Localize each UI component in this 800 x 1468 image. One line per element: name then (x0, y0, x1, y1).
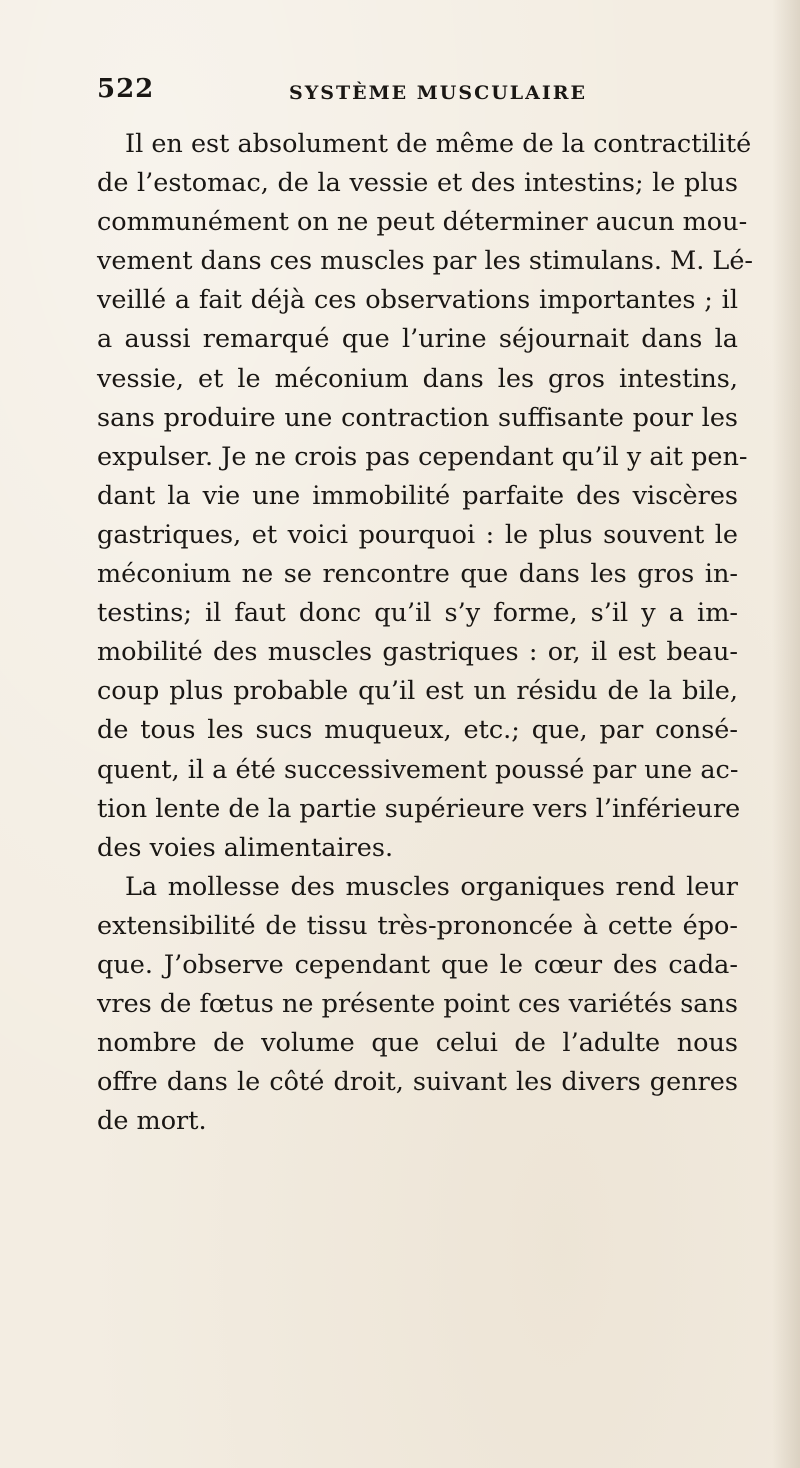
text-line: nombre de volume que celui de l’adulte nous (97, 1028, 738, 1059)
text-line: de tous les sucs muqueux, etc.; que, par consé- (97, 715, 738, 746)
text-line: communément on ne peut déterminer aucun mou- (97, 207, 748, 238)
text-line: sans produire une contraction suffisante pour les (97, 402, 738, 433)
text-line: dant la vie une immobilité parfaite des viscères (97, 480, 738, 511)
body-text (97, 125, 754, 1141)
text-line: a aussi remarqué que l’urine séjournait dans la (97, 324, 738, 355)
text-line: vessie, et le méconium dans les gros intestins, (97, 363, 738, 394)
text-line: vement dans ces muscles par les stimulans. M. Lé- (97, 246, 754, 277)
page-header (97, 70, 737, 110)
paragraph-1 (97, 125, 754, 868)
text-line: de l’estomac, de la vessie et des intestins; le plus (97, 168, 738, 199)
text-line: veillé a fait déjà ces observations importantes ; il (97, 285, 738, 316)
text-line: mobilité des muscles gastriques : or, il est beau- (97, 637, 738, 668)
text-line: expulser. Je ne crois pas cependant qu’il y ait pen- (97, 441, 748, 472)
text-line: quent, il a été successivement poussé par une ac- (97, 754, 739, 785)
paragraph-2 (97, 868, 738, 1142)
text-line: vres de fœtus ne présente point ces variétés sans (97, 989, 738, 1020)
page-number: 522 (97, 74, 155, 104)
text-line: tion lente de la partie supérieure vers l’inférieure (97, 793, 741, 824)
text-line: coup plus probable qu’il est un résidu de la bile, (97, 676, 738, 707)
text-line: que. J’observe cependant que le cœur des cada- (97, 949, 738, 980)
text-line: offre dans le côté droit, suivant les divers genres (97, 1067, 738, 1098)
text-line: méconium ne se rencontre que dans les gros in- (97, 559, 738, 590)
running-title: SYSTÈME MUSCULAIRE (289, 82, 588, 104)
text-line: de mort. (97, 1106, 207, 1137)
text-line: testins; il faut donc qu’il s’y forme, s’il y a im- (97, 598, 738, 629)
text-line: La mollesse des muscles organiques rend leur (125, 871, 738, 902)
text-line: Il en est absolument de même de la contractilité (125, 129, 752, 159)
text-line: gastriques, et voici pourquoi : le plus souvent le (97, 519, 738, 550)
text-line: des voies alimentaires. (97, 832, 394, 863)
page-edge-shadow (772, 0, 800, 1468)
text-line: extensibilité de tissu très-prononcée à cette épo- (97, 910, 738, 941)
